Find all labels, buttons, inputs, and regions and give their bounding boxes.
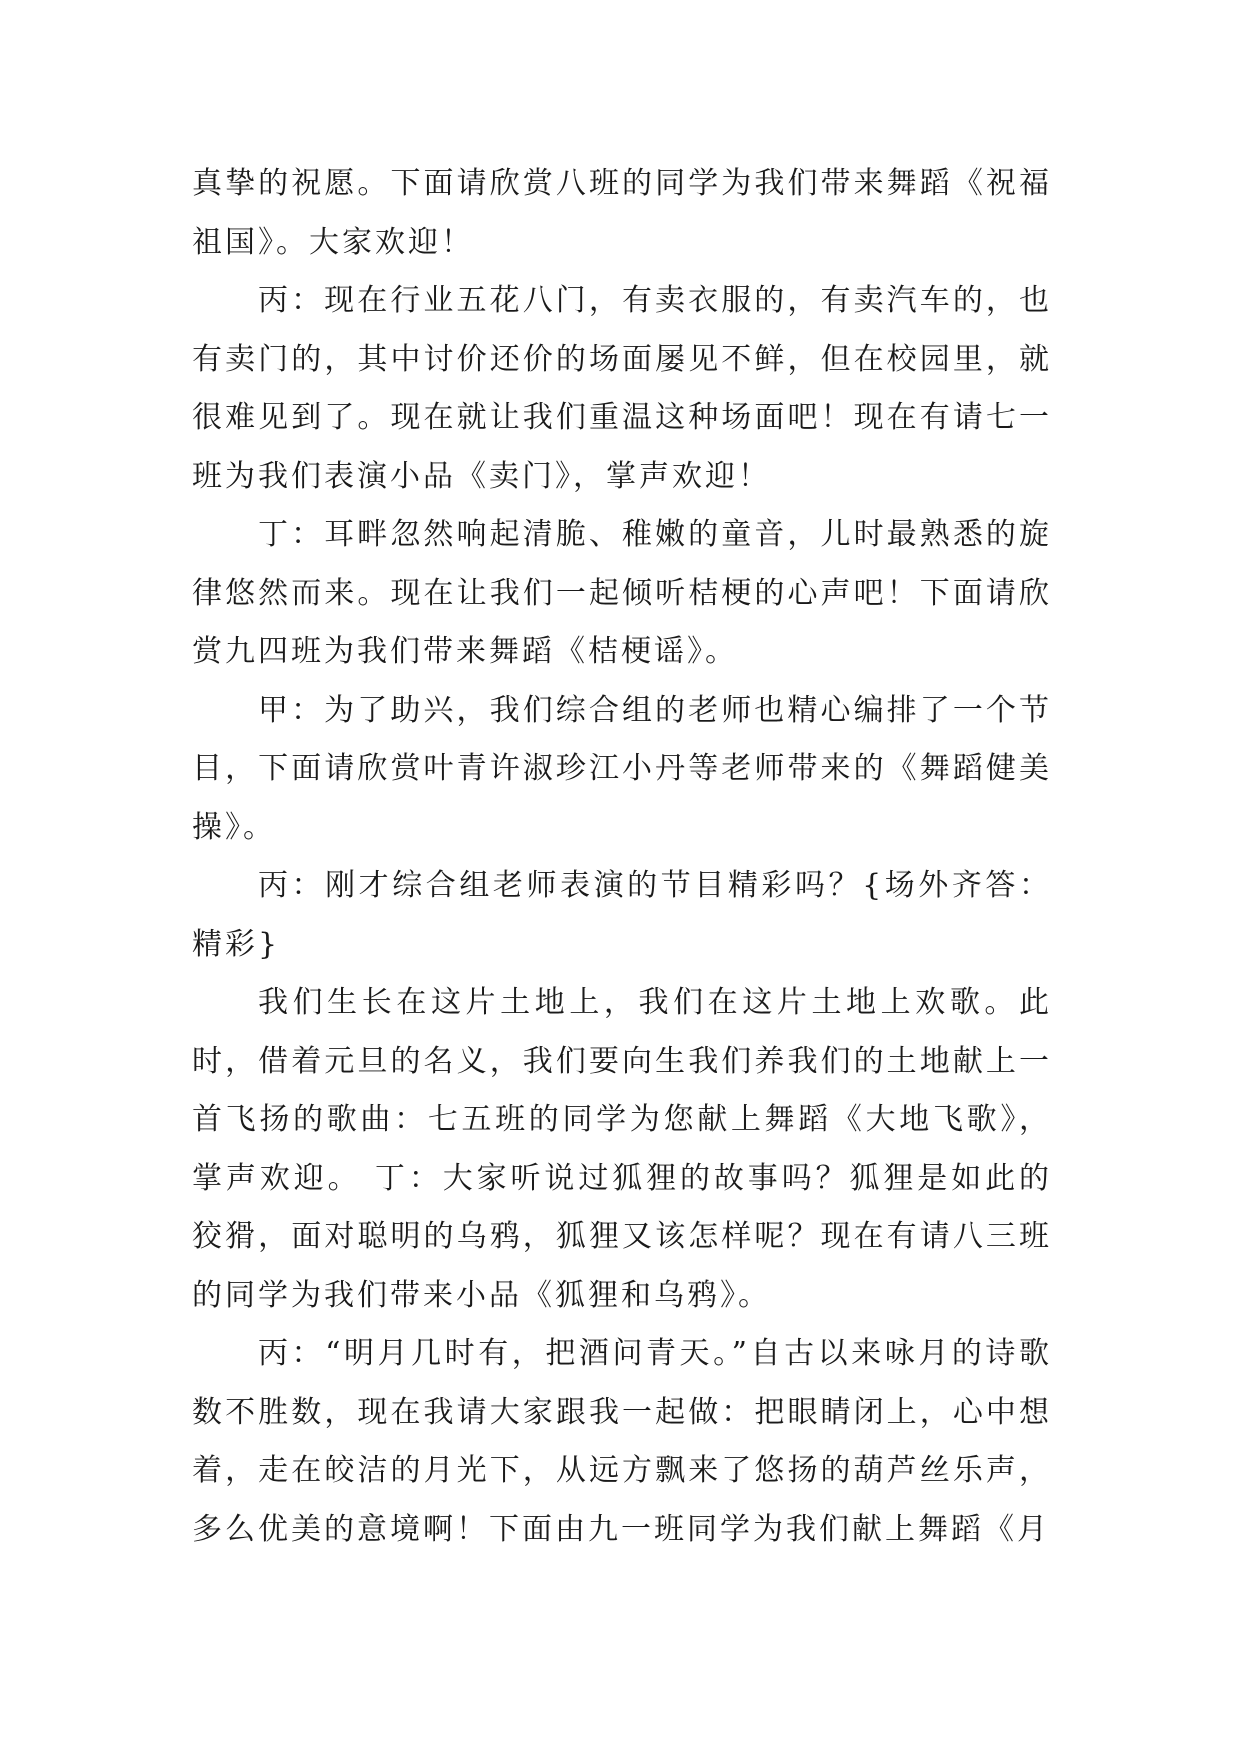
paragraph-bing-door-skit: 丙：现在行业五花八门，有卖衣服的，有卖汽车的，也有卖门的，其中讨价还价的场面屡见不鲜，但在校园里，就很难见到了。现在就让我们重温这种场面吧！现在有请七一班为我们表演小品《卖门》，掌声欢迎！ <box>192 283 1052 494</box>
paragraph-bing-audience-answer: 丙：刚才综合组老师表演的节目精彩吗？{场外齐答：精彩} <box>192 868 1052 962</box>
paragraph-bing-moon: 丙：“明月几时有，把酒问青天。”自古以来咏月的诗歌数不胜数，现在我请大家跟我一起做：把眼睛闭上，心中想着，走在皎洁的月光下，从远方飘来了悠扬的葫芦丝乐声，多么优美的意境啊！下面由九一班同学为我们献上舞蹈《月 <box>192 1336 1052 1547</box>
paragraph-ding-balloon-flower: 丁：耳畔忽然响起清脆、稚嫩的童音，儿时最熟悉的旋律悠然而来。现在让我们一起倾听桔梗的心声吧！下面请欣赏九四班为我们带来舞蹈《桔梗谣》。 <box>192 517 1052 669</box>
paragraph-continuation: 真挚的祝愿。下面请欣赏八班的同学为我们带来舞蹈《祝福祖国》。大家欢迎！ <box>192 166 1052 260</box>
document-body <box>192 155 1052 1559</box>
paragraph-land-song-fox: 我们生长在这片土地上，我们在这片土地上欢歌。此时，借着元旦的名义，我们要向生我们养我们的土地献上一首飞扬的歌曲：七五班的同学为您献上舞蹈《大地飞歌》，掌声欢迎。 丁：大家听说过狐狸的故事吗？狐狸是如此的狡猾，面对聪明的乌鸦，狐狸又该怎样呢？现在有请八三班的同学为我们带来小品《狐狸和乌鸦》。 <box>192 985 1052 1313</box>
paragraph-jia-teachers-dance: 甲：为了助兴，我们综合组的老师也精心编排了一个节目，下面请欣赏叶青许淑珍江小丹等老师带来的《舞蹈健美操》。 <box>192 692 1052 845</box>
